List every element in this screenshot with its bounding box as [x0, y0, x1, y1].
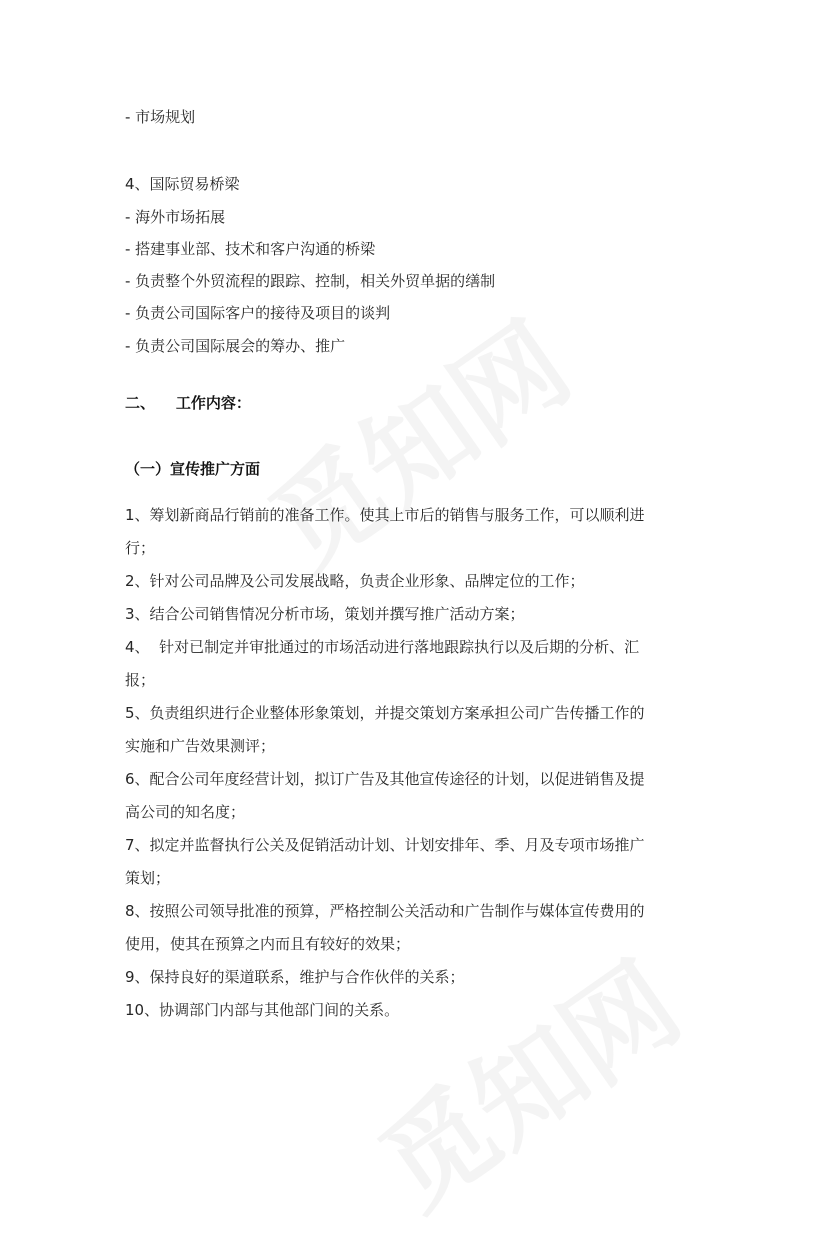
item-line: 使用，使其在预算之内而且有较好的效果；: [125, 935, 411, 953]
item-line: 实施和广告效果测评；: [125, 737, 276, 755]
item-line: 高公司的知名度；: [125, 803, 246, 821]
section-4-bullet: - 负责整个外贸流程的跟踪、控制，相关外贸单据的缮制: [125, 272, 496, 290]
section-4-bullet: - 搭建事业部、技术和客户沟通的桥梁: [125, 240, 376, 258]
section-4-heading: 4、国际贸易桥梁: [125, 175, 240, 193]
item-line: 3、结合公司销售情况分析市场，策划并撰写推广活动方案；: [125, 605, 525, 623]
item-line: 7、拟定并监督执行公关及促销活动计划、计划安排年、季、月及专项市场推广: [125, 836, 645, 854]
bullet-market-planning: - 市场规划: [125, 108, 196, 126]
item-line: 5、负责组织进行企业整体形象策划，并提交策划方案承担公司广告传播工作的: [125, 704, 645, 722]
section-4-bullet: - 负责公司国际客户的接待及项目的谈判: [125, 304, 391, 322]
item-line: 6、配合公司年度经营计划，拟订广告及其他宣传途径的计划，以促进销售及提: [125, 770, 645, 788]
item-line: 策划；: [125, 869, 171, 887]
section-4-bullet: - 负责公司国际展会的筹办、推广: [125, 337, 346, 355]
section-4-bullet: - 海外市场拓展: [125, 208, 226, 226]
item-line: 10、协调部门内部与其他部门间的关系。: [125, 1001, 400, 1019]
section-two-subheading: （一）宣传推广方面: [125, 460, 261, 478]
section-two-heading: 二、 工作内容：: [125, 394, 251, 412]
item-line: 2、针对公司品牌及公司发展战略，负责企业形象、品牌定位的工作；: [125, 572, 585, 590]
watermark: [235, 280, 596, 599]
item-line: 报；: [125, 671, 156, 689]
item-line: 8、按照公司领导批准的预算，严格控制公关活动和广告制作与媒体宣传费用的: [125, 902, 645, 920]
item-line: 4、 针对已制定并审批通过的市场活动进行落地跟踪执行以及后期的分析、汇: [125, 638, 640, 656]
item-line: 行；: [125, 539, 156, 557]
item-line: 1、筹划新商品行销前的准备工作。使其上市后的销售与服务工作，可以顺利进: [125, 506, 645, 524]
item-line: 9、保持良好的渠道联系，维护与合作伙伴的关系；: [125, 968, 465, 986]
